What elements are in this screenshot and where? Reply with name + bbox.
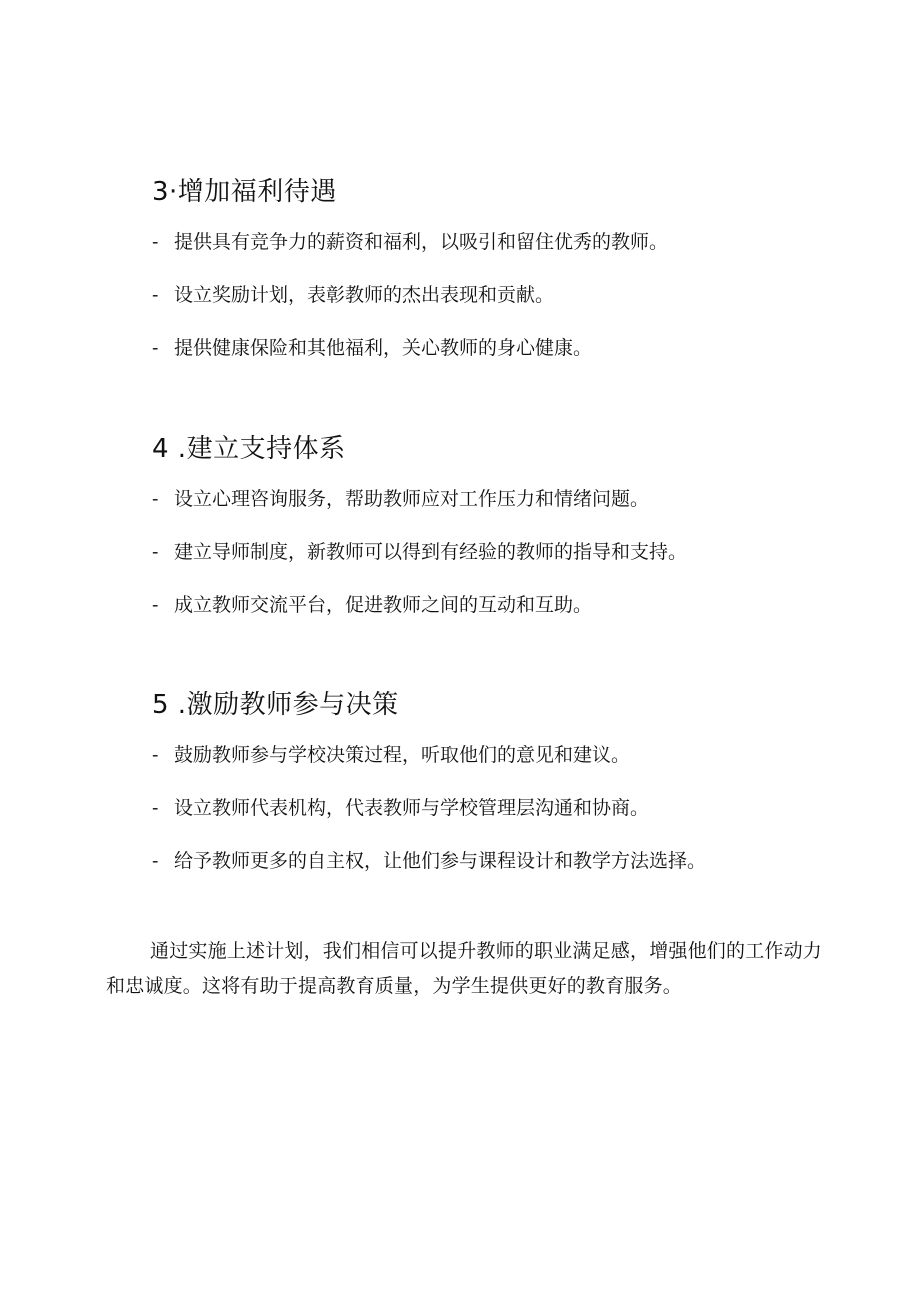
bullet-dash: - xyxy=(152,850,159,872)
list-item xyxy=(152,742,832,768)
section-support-system xyxy=(152,432,832,618)
bullet-list xyxy=(152,486,832,618)
bullet-dash: - xyxy=(152,488,159,510)
list-item-text: 提供具有竞争力的薪资和福利，以吸引和留住优秀的教师。 xyxy=(174,231,669,253)
list-item xyxy=(152,795,832,821)
bullet-dash: - xyxy=(152,744,159,766)
bullet-list xyxy=(152,742,832,874)
list-item xyxy=(152,229,832,255)
bullet-dash: - xyxy=(152,284,159,306)
conclusion-paragraph: 通过实施上述计划，我们相信可以提升教师的职业满足感，增强他们的工作动力和忠诚度。这将有助于提高教育质量，为学生提供更好的教育服务。 xyxy=(106,940,823,997)
section-heading: 4 .建立支持体系 xyxy=(152,434,346,464)
list-item xyxy=(152,486,832,512)
bullet-dash: - xyxy=(152,594,159,616)
bullet-list xyxy=(152,229,832,361)
list-item xyxy=(152,335,832,361)
bullet-dash: - xyxy=(152,541,159,563)
list-item-text: 给予教师更多的自主权，让他们参与课程设计和教学方法选择。 xyxy=(174,850,707,872)
section-heading: 3·增加福利待遇 xyxy=(152,177,337,207)
section-heading: 5 .激励教师参与决策 xyxy=(152,690,399,720)
list-item-text: 设立心理咨询服务，帮助教师应对工作压力和情绪问题。 xyxy=(174,488,650,510)
list-item-text: 设立教师代表机构，代表教师与学校管理层沟通和协商。 xyxy=(174,797,650,819)
bullet-dash: - xyxy=(152,337,159,359)
list-item-text: 建立导师制度，新教师可以得到有经验的教师的指导和支持。 xyxy=(174,541,688,563)
bullet-dash: - xyxy=(152,231,159,253)
section-decision-participation xyxy=(152,688,832,874)
bullet-dash: - xyxy=(152,797,159,819)
list-item xyxy=(152,848,832,874)
list-item-text: 设立奖励计划，表彰教师的杰出表现和贡献。 xyxy=(174,284,555,306)
list-item-text: 鼓励教师参与学校决策过程，听取他们的意见和建议。 xyxy=(174,744,631,766)
list-item-text: 成立教师交流平台，促进教师之间的互动和互助。 xyxy=(174,594,593,616)
list-item xyxy=(152,592,832,618)
list-item-text: 提供健康保险和其他福利，关心教师的身心健康。 xyxy=(174,337,593,359)
section-welfare xyxy=(152,175,832,361)
list-item xyxy=(152,282,832,308)
list-item xyxy=(152,539,832,565)
